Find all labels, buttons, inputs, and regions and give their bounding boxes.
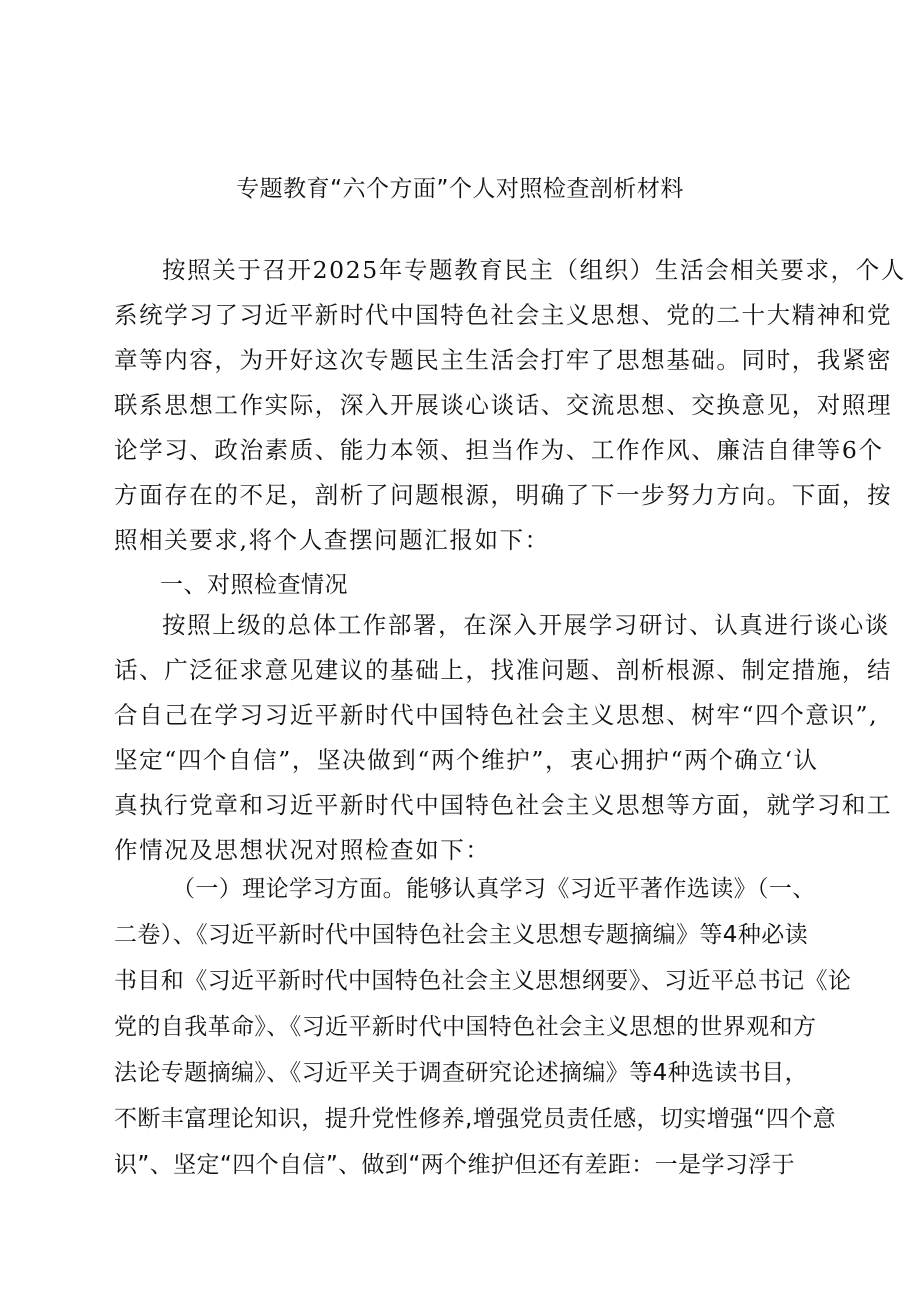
paragraph-line: 法论专题摘编》、《习近平关于调查研究论述摘编》等4种选读书目， [114,1060,809,1086]
paragraph-line: 作情况及思想状况对照检查如下： [114,836,491,864]
paragraph-line: 真执行党章和习近平新时代中国特色社会主义思想等方面，就学习和工 [114,791,893,819]
paragraph-theory-study [114,866,852,1188]
paragraph-line: 按照上级的总体工作部署，在深入开展学习研讨、认真进行谈心谈 [162,611,890,639]
paragraph-line: （一）理论学习方面。能够认真学习《习近平著作选读》（一、 [172,876,816,902]
paragraph-line: 党的自我革命》、《习近平新时代中国特色社会主义思想的世界观和方 [114,1014,817,1040]
document-title: 专题教育“六个方面”个人对照检查剖析材料 [236,176,684,202]
paragraph-line: 系统学习了习近平新时代中国特色社会主义思想、党的二十大精神和党 [114,301,893,329]
paragraph-line: 方面存在的不足，剖析了问题根源，明确了下一步努力方向。下面，按 [114,481,893,509]
paragraph-line: 话、广泛征求意见建议的基础上，找准问题、剖析根源、制定措施，结 [114,656,893,684]
paragraph-line: 按照关于召开2025年专题教育民主（组织）生活会相关要求，个人 [162,256,906,284]
paragraph-line: 不断丰富理论知识，提升党性修养,增强党员责任感，切实增强“四个意 [114,1106,837,1132]
paragraph-line: 联系思想工作实际，深入开展谈心谈话、交流思想、交换意见，对照理 [114,391,893,419]
paragraph-line: 二卷）、《习近平新时代中国特色社会主义思想专题摘编》等4种必读 [114,922,809,948]
paragraph-line: 论学习、政治素质、能力本领、担当作为、工作作风、廉洁自律等6个 [114,436,884,464]
paragraph-line: 坚定“四个自信”，坚决做到“两个维护”，衷心拥护“两个确立‘认 [114,746,819,774]
paragraph-line: 合自己在学习习近平新时代中国特色社会主义思想、树牢“四个意识”, [114,701,879,729]
section-heading-1: 一、对照检查情况 [160,572,348,598]
paragraph-line: 书目和《习近平新时代中国特色社会主义思想纲要》、习近平总书记《论 [114,968,852,994]
paragraph-line: 识”、坚定“四个自信”、做到“两个维护但还有差距：一是学习浮于 [114,1152,796,1178]
paragraph-line: 章等内容，为开好这次专题民主生活会打牢了思想基础。同时，我紧密 [114,346,893,374]
paragraph-check-overview [114,603,893,873]
paragraph-line: 照相关要求,将个人查摆问题汇报如下： [114,526,550,554]
paragraph-intro [114,248,906,563]
